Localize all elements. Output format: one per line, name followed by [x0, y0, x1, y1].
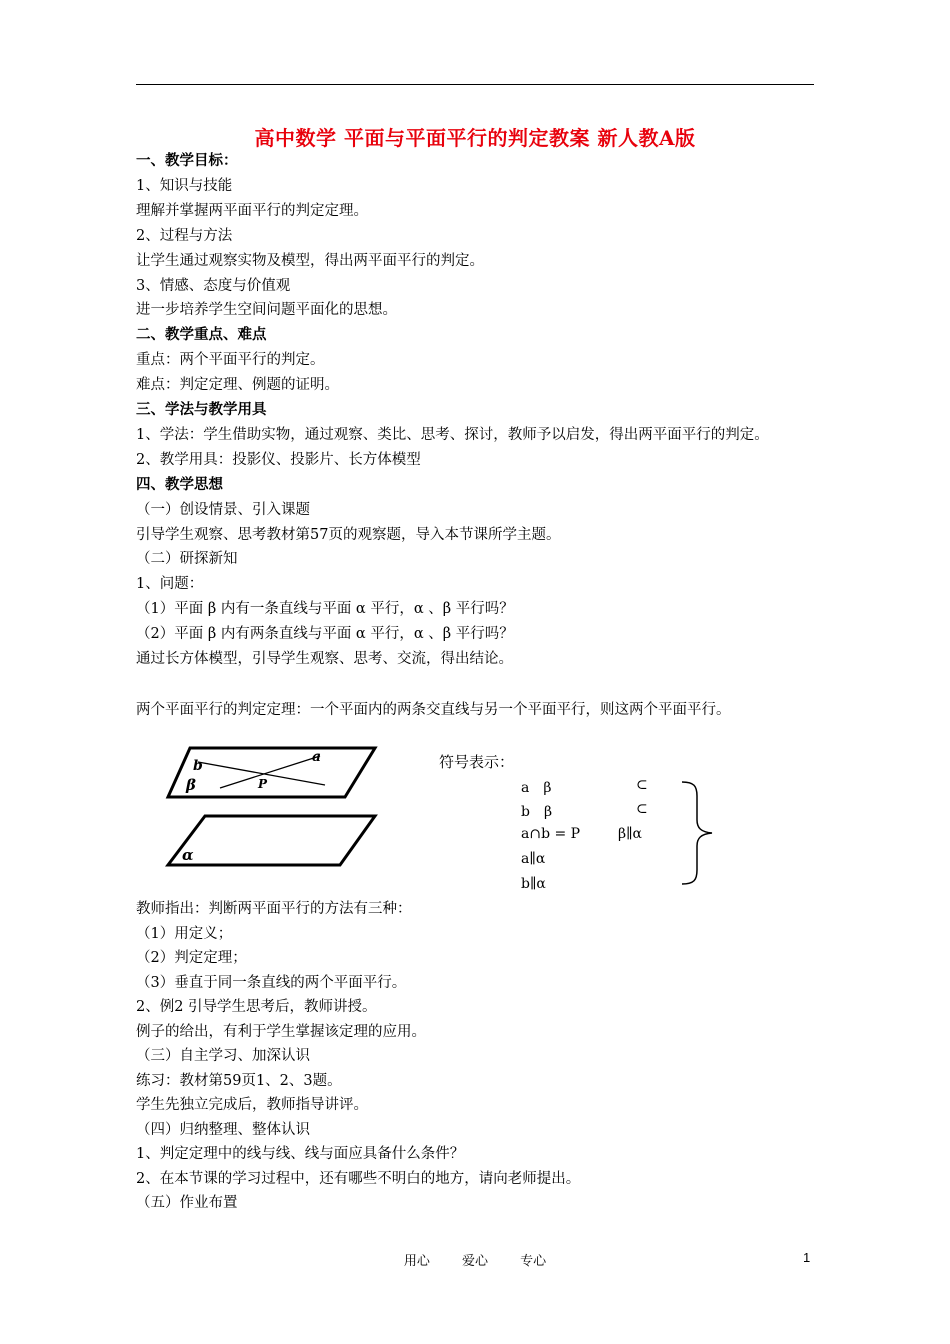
symbol-row-2: b β [521, 804, 553, 820]
point-p-label: P [258, 777, 268, 791]
footer-item-1: 用心 [403, 1254, 430, 1269]
text-line: 难点：判定定理、例题的证明。 [136, 377, 339, 394]
symbol-heading: 符号表示： [439, 753, 515, 771]
text-line: （一）创设情景、引入课题 [136, 501, 310, 518]
parallel-planes-figure [160, 740, 385, 870]
text-line: 引导学生观察、思考教材第57页的观察题，导入本节课所学主题。 [136, 526, 561, 543]
plane-alpha [168, 816, 375, 865]
symbol-row-3: a∩b = P [521, 826, 581, 842]
text-line: 3、情感、态度与价值观 [136, 277, 291, 294]
section-heading: 一、教学目标： [136, 152, 238, 169]
symbol-row-2-op: ⊂ [636, 801, 648, 817]
symbol-row-1-op: ⊂ [636, 777, 648, 793]
line-b-label: b [193, 758, 203, 774]
page-number: 1 [803, 1250, 811, 1265]
text-line: 重点：两个平面平行的判定。 [136, 352, 325, 369]
text-line: 1、判定定理中的线与线、线与面应具备什么条件？ [136, 1146, 465, 1162]
text-line: （三）自主学习、加深认识 [136, 1048, 310, 1064]
text-line: 学生先独立完成后，教师指导讲评。 [136, 1097, 368, 1113]
text-line: （2）平面 β 内有两条直线与平面 α 平行，α 、β 平行吗？ [136, 626, 514, 643]
footer-item-2: 爱心 [461, 1254, 488, 1269]
section-heading: 四、教学思想 [136, 475, 223, 493]
text-line: 2、教学用具：投影仪、投影片、长方体模型 [136, 451, 421, 468]
plane-beta [168, 748, 375, 797]
section-heading: 二、教学重点、难点 [136, 326, 267, 344]
text-line: 让学生通过观察实物及模型，得出两平面平行的判定。 [136, 252, 484, 269]
document-title: 高中数学 平面与平面平行的判定教案 新人教A版 [254, 126, 696, 150]
section-heading: 三、学法与教学用具 [136, 401, 267, 418]
plane-beta-label: β [186, 776, 196, 794]
text-line: 1、问题： [136, 576, 204, 593]
text-line: （五）作业布置 [136, 1195, 238, 1211]
text-line: 2、例2 引导学生思考后，教师讲授。 [136, 999, 377, 1015]
text-line: （1）用定义； [136, 925, 233, 942]
text-line: 通过长方体模型，引导学生观察、思考、交流，得出结论。 [136, 651, 513, 667]
symbol-row-5: b∥α [521, 876, 546, 892]
header-rule [136, 84, 814, 85]
text-line: 例子的给出，有利于学生掌握该定理的应用。 [136, 1023, 426, 1040]
line-a-label: a [312, 749, 322, 765]
text-line: 理解并掌握两平面平行的判定定理。 [136, 202, 368, 219]
theorem-text: 两个平面平行的判定定理：一个平面内的两条交直线与另一个平面平行，则这两个平面平行。 [136, 702, 731, 718]
text-line: 练习：教材第59页1、2、3题。 [136, 1072, 342, 1089]
text-line: 2、过程与方法 [136, 227, 233, 244]
text-line: 进一步培养学生空间问题平面化的思想。 [136, 302, 397, 319]
right-brace [680, 780, 716, 886]
text-line: 教师指出：判断两平面平行的方法有三种： [136, 901, 412, 917]
text-line: （2）判定定理； [136, 950, 247, 966]
text-line: （四）归纳整理、整体认识 [136, 1121, 310, 1138]
symbol-row-4: a∥α [521, 851, 546, 867]
text-line: 1、知识与技能 [136, 177, 233, 194]
symbol-conclusion: β∥α [618, 826, 643, 842]
text-line: （1）平面 β 内有一条直线与平面 α 平行，α 、β 平行吗？ [136, 601, 514, 618]
text-line: 1、学法：学生借助实物，通过观察、类比、思考、探讨，教师予以启发，得出两平面平行的判定。 [136, 426, 769, 443]
symbol-row-1: a β [521, 780, 552, 796]
plane-alpha-label: α [182, 846, 194, 864]
text-line: （3）垂直于同一条直线的两个平面平行。 [136, 974, 407, 991]
text-line: （二）研探新知 [136, 551, 238, 568]
text-line: 2、在本节课的学习过程中，还有哪些不明白的地方，请向老师提出。 [136, 1170, 581, 1187]
footer-item-3: 专心 [520, 1254, 547, 1269]
